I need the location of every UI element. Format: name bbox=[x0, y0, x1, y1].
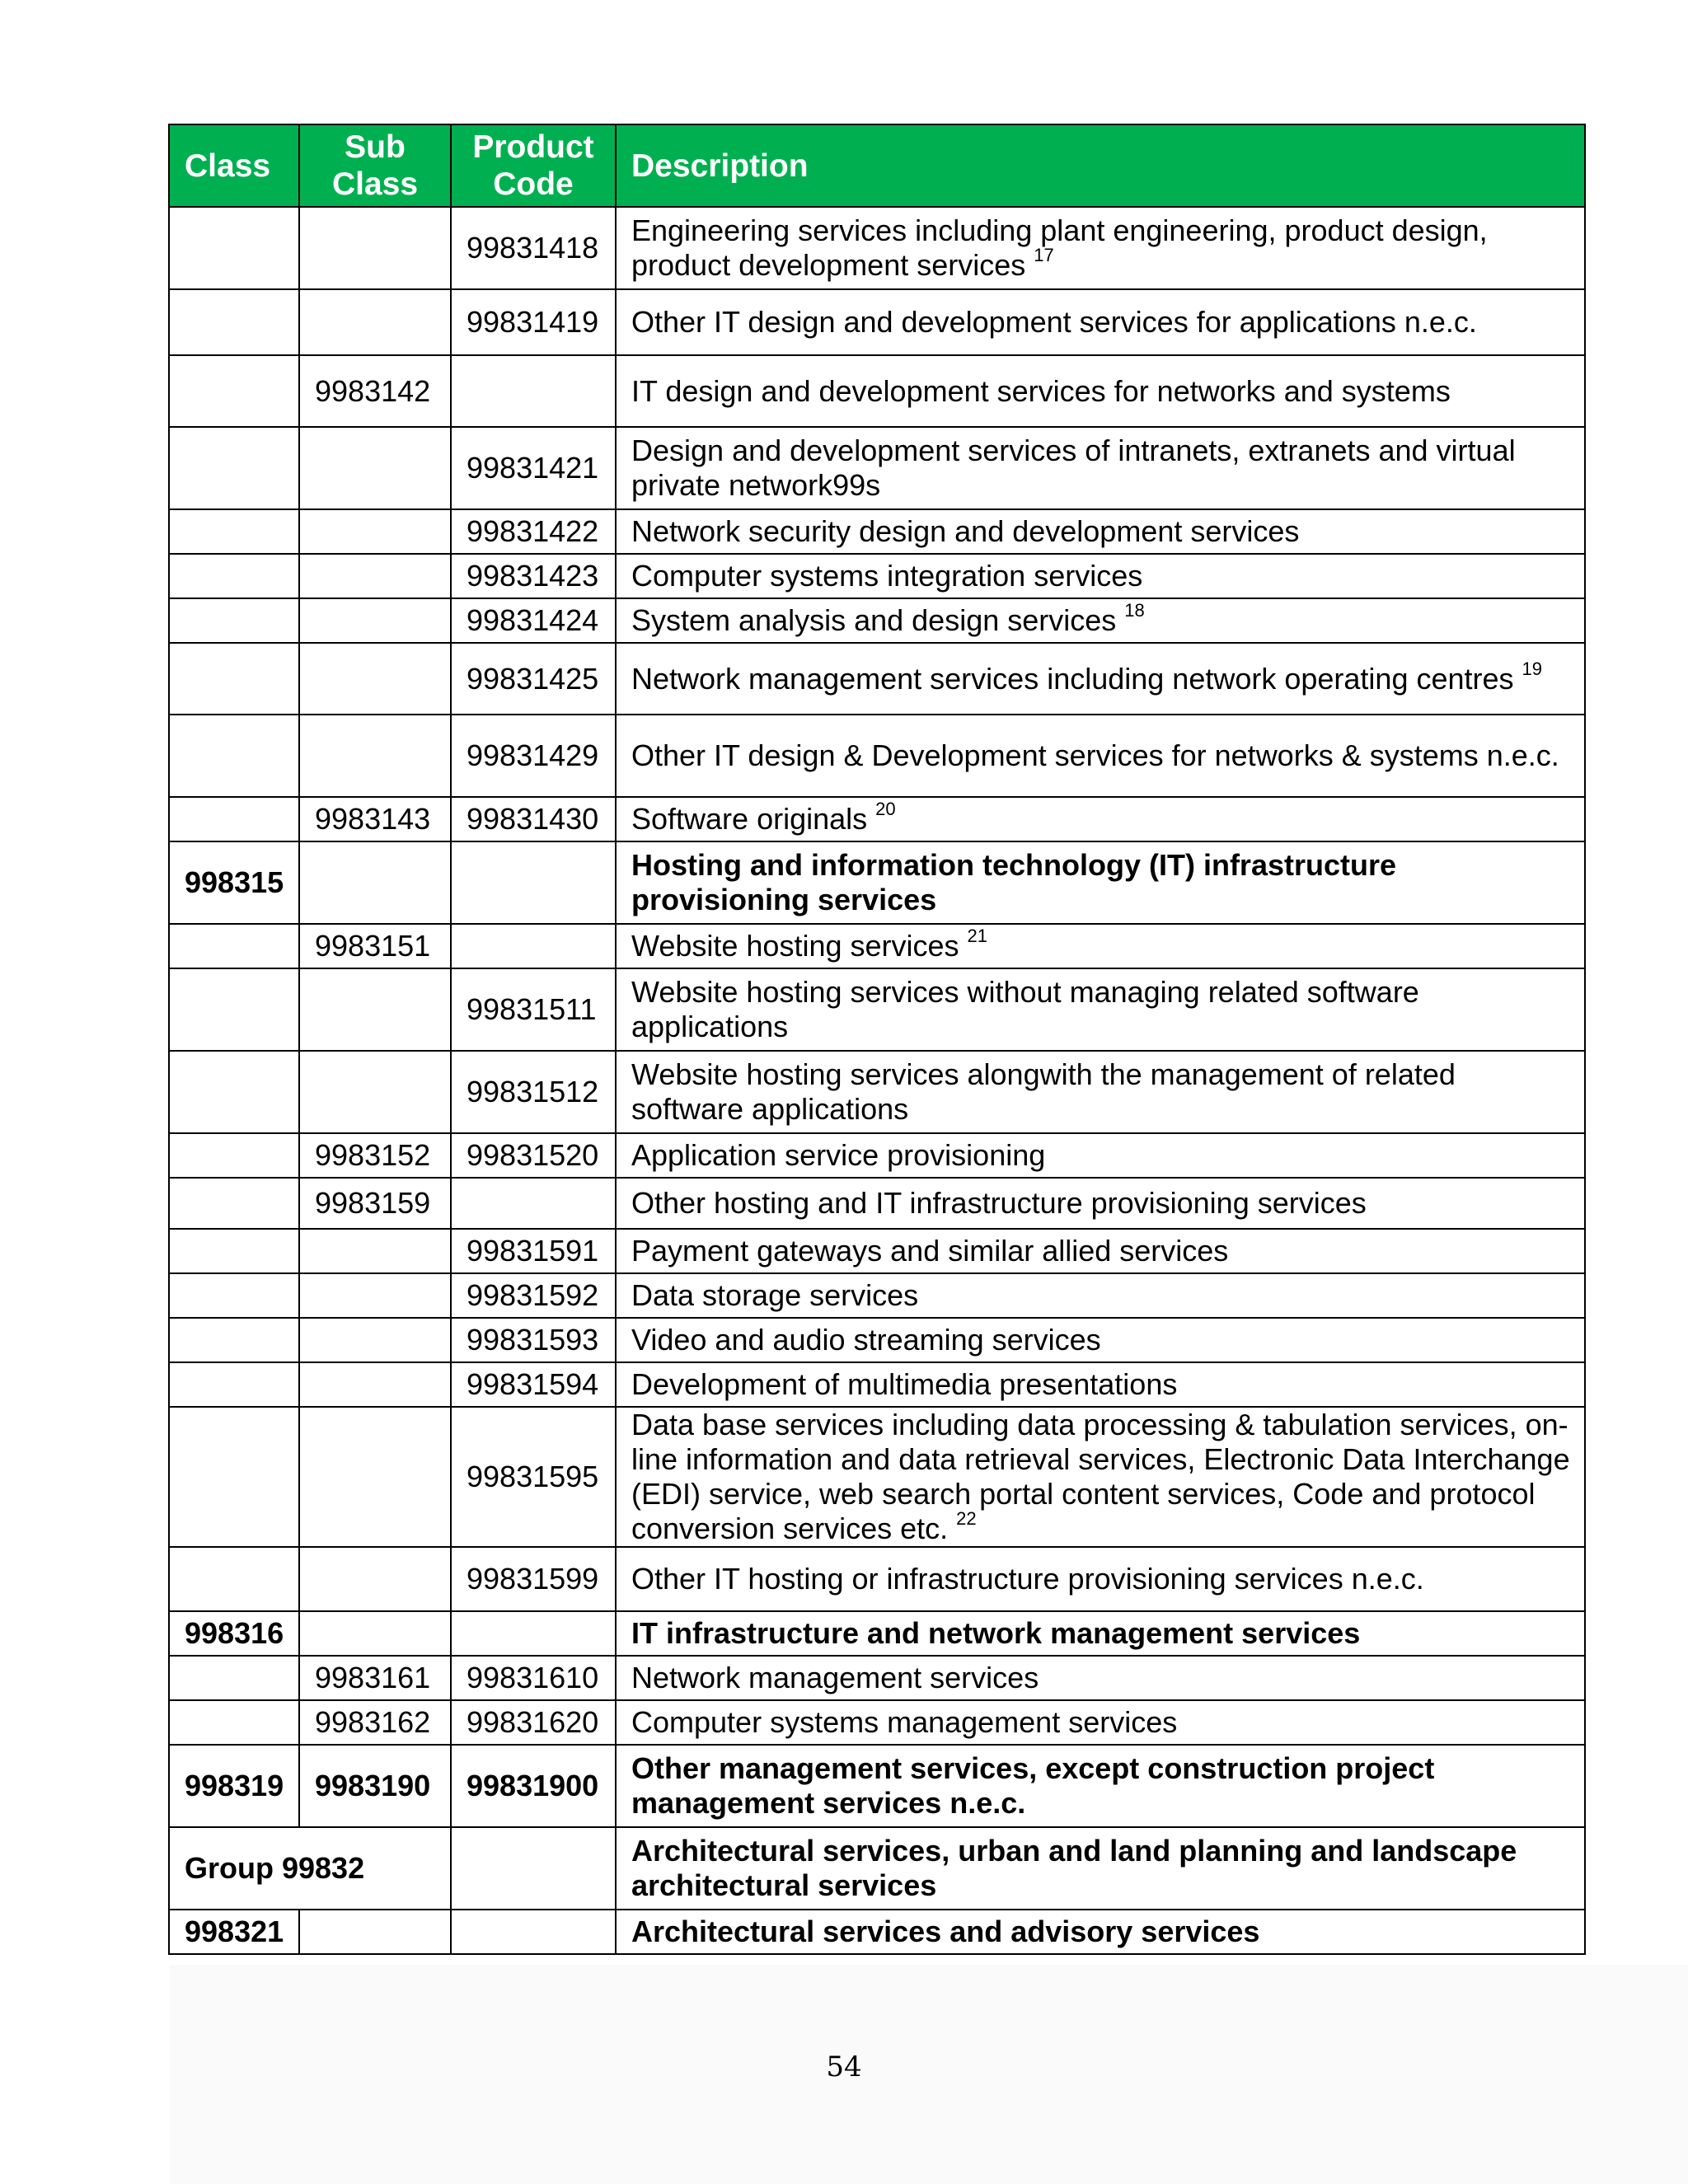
cell-product-code-text: 99831419 bbox=[467, 305, 599, 339]
table-row bbox=[169, 1910, 1585, 1954]
cell-class bbox=[169, 924, 299, 968]
cell-sub-class bbox=[299, 968, 451, 1051]
table-row bbox=[169, 643, 1585, 715]
cell-description-text: Network security design and development services bbox=[631, 514, 1300, 548]
cell-product-code bbox=[451, 598, 616, 643]
cell-description-text: Website hosting services bbox=[631, 929, 959, 963]
cell-class bbox=[169, 1133, 299, 1178]
cell-class bbox=[169, 598, 299, 643]
table-row bbox=[169, 841, 1585, 924]
cell-sub-class-text: 9983190 bbox=[315, 1769, 431, 1802]
footnote-marker: 20 bbox=[875, 799, 896, 819]
cell-product-code-text: 99831512 bbox=[467, 1075, 599, 1108]
cell-sub-class bbox=[299, 207, 451, 289]
cell-description-text: Software originals bbox=[631, 802, 868, 836]
cell-group bbox=[169, 1827, 451, 1910]
cell-description bbox=[616, 1407, 1585, 1547]
cell-sub-class bbox=[299, 1229, 451, 1273]
cell-description bbox=[616, 1362, 1585, 1407]
cell-product-code-text: 99831430 bbox=[467, 802, 599, 836]
table-row bbox=[169, 1133, 1585, 1178]
cell-product-code bbox=[451, 1700, 616, 1745]
cell-sub-class bbox=[299, 1910, 451, 1954]
cell-description-text: Data base services including data processing & tabulation services, on-line information and data retrieval services, Electronic Data Interchange (EDI) service, web search portal content services, Code and protocol conversion services etc. bbox=[631, 1408, 1570, 1545]
cell-sub-class-text: 9983142 bbox=[315, 373, 431, 408]
table-row bbox=[169, 1827, 1585, 1910]
cell-class bbox=[169, 1273, 299, 1318]
cell-sub-class bbox=[299, 1051, 451, 1133]
cell-product-code bbox=[451, 968, 616, 1051]
cell-product-code bbox=[451, 1229, 616, 1273]
footnote-marker: 21 bbox=[967, 926, 988, 946]
cell-description-text: Hosting and information technology (IT) infrastructure provisioning services bbox=[631, 848, 1397, 916]
cell-description bbox=[616, 924, 1585, 968]
table-row bbox=[169, 598, 1585, 643]
footnote-marker: 19 bbox=[1522, 658, 1543, 679]
cell-class bbox=[169, 1318, 299, 1362]
cell-description-text: Other hosting and IT infrastructure provisioning services bbox=[631, 1186, 1367, 1220]
cell-description-text: System analysis and design services bbox=[631, 603, 1117, 637]
cell-product-code bbox=[451, 715, 616, 797]
cell-product-code bbox=[451, 1910, 616, 1954]
page-number: 54 bbox=[826, 2050, 862, 2083]
cell-class bbox=[169, 554, 299, 598]
cell-sub-class bbox=[299, 509, 451, 554]
cell-class bbox=[169, 1910, 299, 1954]
cell-product-code-text: 99831424 bbox=[467, 603, 599, 637]
table-row bbox=[169, 1362, 1585, 1407]
cell-product-code bbox=[451, 841, 616, 924]
cell-product-code-text: 99831592 bbox=[467, 1278, 599, 1312]
cell-product-code bbox=[451, 554, 616, 598]
cell-description-text: Website hosting services without managing related software applications bbox=[631, 975, 1419, 1043]
cell-class bbox=[169, 289, 299, 355]
cell-description-text: Other management services, except construction project management services n.e.c. bbox=[631, 1751, 1435, 1820]
table-row bbox=[169, 554, 1585, 598]
cell-description bbox=[616, 797, 1585, 841]
cell-description bbox=[616, 598, 1585, 643]
cell-description-text: IT design and development services for networks and systems bbox=[631, 373, 1451, 408]
cell-description bbox=[616, 715, 1585, 797]
cell-description-text: Application service provisioning bbox=[631, 1138, 1046, 1172]
footnote-marker: 22 bbox=[956, 1508, 977, 1529]
cell-description-text: Architectural services and advisory services bbox=[631, 1915, 1260, 1948]
cell-product-code-text: 99831900 bbox=[467, 1769, 599, 1802]
cell-class bbox=[169, 841, 299, 924]
cell-sub-class bbox=[299, 427, 451, 509]
table-row bbox=[169, 1700, 1585, 1745]
cell-description-text: Other IT design & Development services for networks & systems n.e.c. bbox=[631, 738, 1559, 772]
cell-class bbox=[169, 427, 299, 509]
table-row bbox=[169, 968, 1585, 1051]
cell-description-text: Architectural services, urban and land planning and landscape architectural services bbox=[631, 1834, 1517, 1902]
cell-class bbox=[169, 715, 299, 797]
cell-sub-class-text: 9983151 bbox=[315, 929, 431, 963]
table-row bbox=[169, 509, 1585, 554]
cell-class-text: 998315 bbox=[185, 865, 284, 899]
cell-class-text: 998319 bbox=[185, 1769, 284, 1802]
cell-sub-class bbox=[299, 1547, 451, 1611]
cell-description-text: Development of multimedia presentations bbox=[631, 1367, 1178, 1401]
table-body bbox=[169, 207, 1585, 1954]
cell-sub-class-text: 9983159 bbox=[315, 1186, 431, 1220]
cell-description bbox=[616, 207, 1585, 289]
cell-product-code bbox=[451, 924, 616, 968]
table-row bbox=[169, 715, 1585, 797]
cell-description bbox=[616, 509, 1585, 554]
cell-product-code bbox=[451, 1827, 616, 1910]
table-row bbox=[169, 1656, 1585, 1700]
cell-description-text: Website hosting services alongwith the management of related software applications bbox=[631, 1057, 1456, 1126]
cell-product-code bbox=[451, 1051, 616, 1133]
cell-sub-class-text: 9983152 bbox=[315, 1138, 431, 1172]
table-row bbox=[169, 1178, 1585, 1229]
cell-class bbox=[169, 1745, 299, 1827]
table-row bbox=[169, 924, 1585, 968]
cell-product-code-text: 99831520 bbox=[467, 1138, 599, 1172]
cell-description-text: Data storage services bbox=[631, 1278, 919, 1312]
cell-description bbox=[616, 1051, 1585, 1133]
cell-class bbox=[169, 509, 299, 554]
cell-description bbox=[616, 968, 1585, 1051]
cell-sub-class-text: 9983162 bbox=[315, 1705, 431, 1739]
cell-product-code-text: 99831594 bbox=[467, 1367, 599, 1401]
cell-sub-class-text: 9983143 bbox=[315, 802, 431, 836]
header-row bbox=[169, 124, 1585, 207]
cell-description bbox=[616, 1656, 1585, 1700]
cell-description-text: Computer systems integration services bbox=[631, 559, 1143, 593]
header-product-code: Product Code bbox=[451, 124, 616, 207]
cell-description bbox=[616, 1611, 1585, 1656]
cell-product-code bbox=[451, 427, 616, 509]
cell-class bbox=[169, 1407, 299, 1547]
cell-product-code bbox=[451, 509, 616, 554]
table-row bbox=[169, 1229, 1585, 1273]
cell-product-code bbox=[451, 1407, 616, 1547]
cell-sub-class bbox=[299, 355, 451, 427]
cell-sub-class bbox=[299, 1611, 451, 1656]
cell-description bbox=[616, 355, 1585, 427]
cell-product-code bbox=[451, 1611, 616, 1656]
cell-class bbox=[169, 1700, 299, 1745]
table-row bbox=[169, 289, 1585, 355]
cell-description-text: Design and development services of intranets, extranets and virtual private network99s bbox=[631, 434, 1516, 502]
table-row bbox=[169, 1407, 1585, 1547]
cell-class bbox=[169, 355, 299, 427]
header-description: Description bbox=[616, 124, 1585, 207]
cell-class bbox=[169, 643, 299, 715]
header-class: Class bbox=[169, 124, 299, 207]
cell-product-code bbox=[451, 1656, 616, 1700]
cell-class bbox=[169, 797, 299, 841]
cell-sub-class bbox=[299, 1745, 451, 1827]
table-row bbox=[169, 207, 1585, 289]
cell-product-code-text: 99831422 bbox=[467, 514, 599, 548]
cell-sub-class bbox=[299, 289, 451, 355]
cell-product-code-text: 99831418 bbox=[467, 231, 599, 265]
cell-sub-class bbox=[299, 1362, 451, 1407]
table-row bbox=[169, 1611, 1585, 1656]
cell-description bbox=[616, 1910, 1585, 1954]
cell-product-code bbox=[451, 797, 616, 841]
cell-product-code-text: 99831425 bbox=[467, 661, 599, 696]
cell-description-text: Network management services including network operating centres bbox=[631, 661, 1514, 696]
cell-class bbox=[169, 1229, 299, 1273]
cell-class bbox=[169, 1656, 299, 1700]
cell-product-code bbox=[451, 1133, 616, 1178]
cell-description-text: Payment gateways and similar allied services bbox=[631, 1234, 1229, 1268]
cell-description bbox=[616, 1273, 1585, 1318]
cell-class bbox=[169, 1362, 299, 1407]
cell-group-text: Group 99832 bbox=[185, 1851, 365, 1885]
cell-sub-class bbox=[299, 1133, 451, 1178]
cell-product-code-text: 99831423 bbox=[467, 559, 599, 593]
service-codes-table bbox=[168, 124, 1586, 1955]
table-row bbox=[169, 427, 1585, 509]
cell-description bbox=[616, 427, 1585, 509]
cell-sub-class bbox=[299, 797, 451, 841]
cell-sub-class bbox=[299, 554, 451, 598]
cell-sub-class bbox=[299, 841, 451, 924]
table-row bbox=[169, 1745, 1585, 1827]
cell-product-code-text: 99831421 bbox=[467, 451, 599, 485]
cell-sub-class bbox=[299, 1178, 451, 1229]
cell-sub-class bbox=[299, 598, 451, 643]
cell-product-code-text: 99831620 bbox=[467, 1705, 599, 1739]
cell-sub-class bbox=[299, 1318, 451, 1362]
cell-product-code-text: 99831429 bbox=[467, 738, 599, 772]
footnote-marker: 18 bbox=[1124, 600, 1145, 621]
cell-class bbox=[169, 1611, 299, 1656]
cell-product-code bbox=[451, 1547, 616, 1611]
cell-description-text: Other IT hosting or infrastructure provisioning services n.e.c. bbox=[631, 1562, 1424, 1596]
cell-product-code bbox=[451, 1745, 616, 1827]
cell-product-code bbox=[451, 289, 616, 355]
cell-sub-class bbox=[299, 1656, 451, 1700]
cell-sub-class bbox=[299, 715, 451, 797]
cell-product-code bbox=[451, 207, 616, 289]
cell-class-text: 998321 bbox=[185, 1915, 284, 1948]
cell-description-text: Network management services bbox=[631, 1661, 1039, 1694]
cell-description-text: IT infrastructure and network management services bbox=[631, 1616, 1361, 1650]
footnote-marker: 17 bbox=[1034, 245, 1054, 265]
cell-description bbox=[616, 1178, 1585, 1229]
cell-description bbox=[616, 1133, 1585, 1178]
cell-description bbox=[616, 1547, 1585, 1611]
cell-description bbox=[616, 1229, 1585, 1273]
cell-description-text: Computer systems management services bbox=[631, 1705, 1178, 1739]
cell-product-code-text: 99831610 bbox=[467, 1661, 599, 1694]
cell-class bbox=[169, 1051, 299, 1133]
cell-sub-class bbox=[299, 1700, 451, 1745]
cell-class bbox=[169, 1547, 299, 1611]
table-row bbox=[169, 1318, 1585, 1362]
table-row bbox=[169, 355, 1585, 427]
table-row bbox=[169, 797, 1585, 841]
cell-product-code bbox=[451, 1318, 616, 1362]
cell-class bbox=[169, 1178, 299, 1229]
cell-description-text: Video and audio streaming services bbox=[631, 1323, 1101, 1357]
cell-product-code bbox=[451, 355, 616, 427]
cell-sub-class-text: 9983161 bbox=[315, 1661, 431, 1694]
cell-description bbox=[616, 1318, 1585, 1362]
cell-description bbox=[616, 289, 1585, 355]
cell-product-code bbox=[451, 1273, 616, 1318]
table-row bbox=[169, 1273, 1585, 1318]
cell-class bbox=[169, 968, 299, 1051]
cell-product-code bbox=[451, 1362, 616, 1407]
cell-description bbox=[616, 1700, 1585, 1745]
cell-description bbox=[616, 643, 1585, 715]
header-sub-class: Sub Class bbox=[299, 124, 451, 207]
cell-sub-class bbox=[299, 1273, 451, 1318]
table-row bbox=[169, 1547, 1585, 1611]
cell-product-code-text: 99831591 bbox=[467, 1234, 599, 1268]
cell-product-code bbox=[451, 643, 616, 715]
cell-product-code bbox=[451, 1178, 616, 1229]
cell-sub-class bbox=[299, 1407, 451, 1547]
cell-description-text: Engineering services including plant engineering, product design, product development services bbox=[631, 213, 1488, 282]
cell-description bbox=[616, 1745, 1585, 1827]
cell-product-code-text: 99831511 bbox=[467, 992, 597, 1026]
cell-product-code-text: 99831595 bbox=[467, 1460, 599, 1493]
cell-product-code-text: 99831599 bbox=[467, 1562, 599, 1596]
cell-class-text: 998316 bbox=[185, 1616, 284, 1650]
table-row bbox=[169, 1051, 1585, 1133]
cell-class bbox=[169, 207, 299, 289]
cell-description-text: Other IT design and development services for applications n.e.c. bbox=[631, 305, 1477, 339]
cell-product-code-text: 99831593 bbox=[467, 1323, 599, 1357]
cell-sub-class bbox=[299, 643, 451, 715]
cell-sub-class bbox=[299, 924, 451, 968]
cell-description bbox=[616, 1827, 1585, 1910]
cell-description bbox=[616, 554, 1585, 598]
cell-description bbox=[616, 841, 1585, 924]
